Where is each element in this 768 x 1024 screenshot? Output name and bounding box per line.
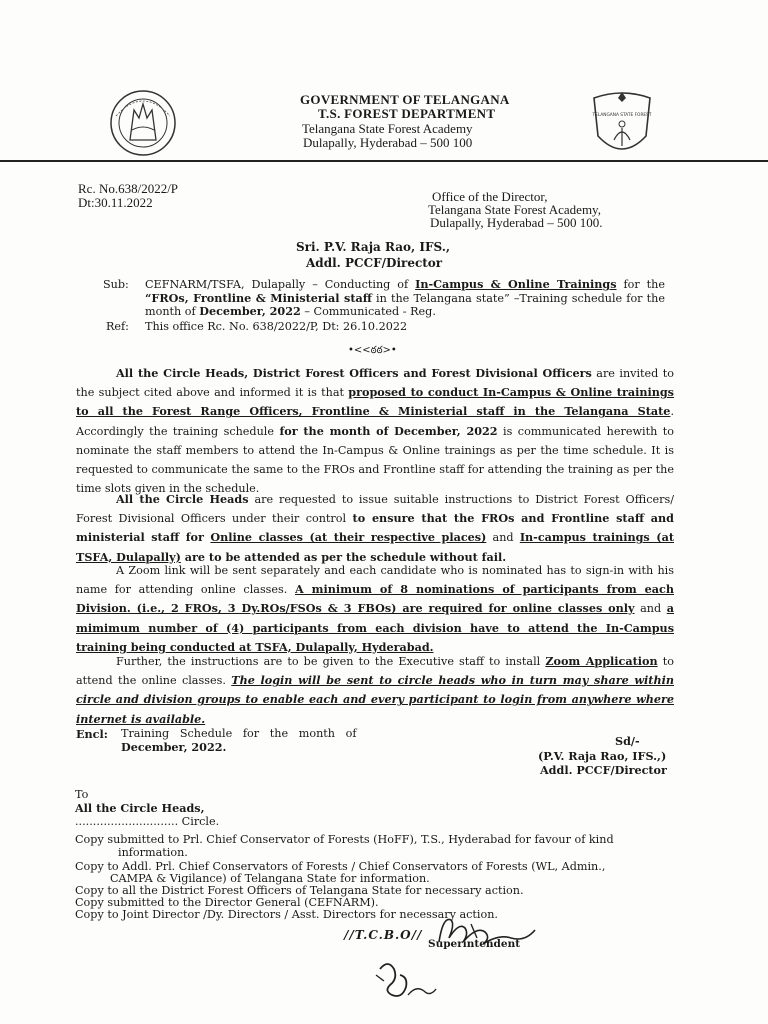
paragraph-1: All the Circle Heads, District Forest Officers and Forest Divisional Officers are invited to the subject cited above and informed it is that proposed to conduct In-Campus & Online trainings to all the Forest Range Officers, Frontline & Ministerial staff in the Telangana State. Accordingly the training schedule for the month of December, 2022 is communicated herewith to nominate the staff members to attend the In-Campus & Online trainings as per the time schedule. It is requested to communicate the same to the FROs and Frontline staff for attending the training as per the time slots given in the schedule.	[76, 366, 675, 496]
header-department: T.S. FOREST DEPARTMENT	[318, 106, 496, 121]
paragraph-2: All the Circle Heads are requested to issue suitable instructions to District Forest Officers/ Forest Divisional Officers under their control to ensure that the FROs and Frontline staff and ministerial staff for Online classes (at their respective places) and In-campus trainings (at TSFA, Dulapally) are to be attended as per the schedule without fail.	[76, 492, 674, 564]
initials-signature-image	[372, 955, 452, 1005]
office-line3: Dulapally, Hyderabad – 500 100.	[430, 215, 603, 230]
copy-line-2: information.	[118, 846, 188, 859]
paragraph-3: A Zoom link will be sent separately and each candidate who is nominated has to sign-in with his name for attending online classes. A minimum of 8 nominations of participants from each Division. (i.e., 2 FROs, 3 Dy.ROs/FSOs & 3 FBOs) are required for online classes only and a mimimum number of (4) participants from each division have to attend the In-Campus training being conducted at TSFA, Dulapally, Hyderabad.	[76, 564, 674, 654]
separator-ornament: •<<ఠఠ>•	[348, 345, 397, 356]
copy-line-5: Copy to all the District Forest Officers of Telangana State for necessary action.	[75, 884, 524, 897]
header-address: Dulapally, Hyderabad – 500 100	[303, 135, 473, 150]
to-recipient: All the Circle Heads,	[75, 801, 205, 815]
rc-number: Rc. No.638/2022/P	[78, 181, 179, 196]
rc-date: Dt:30.11.2022	[78, 195, 153, 210]
copy-line-6: Copy submitted to the Director General (CEFNARM).	[75, 896, 379, 909]
forest-academy-crest-logo	[588, 88, 656, 164]
header-government: GOVERNMENT OF TELANGANA	[300, 92, 510, 107]
officer-name: Sri. P.V. Raja Rao, IFS.,	[296, 240, 451, 254]
reference-label: Ref:	[106, 320, 129, 333]
encl-label: Encl:	[76, 727, 108, 741]
copy-line-4: CAMPA & Vigilance) of Telangana State for information.	[110, 872, 430, 885]
superintendent-label: Superintendent	[428, 938, 521, 950]
to-circle: ............................. Circle.	[75, 815, 220, 828]
office-line2: Telangana State Forest Academy,	[428, 202, 601, 217]
header-academy: Telangana State Forest Academy	[302, 121, 473, 136]
header-divider	[0, 160, 768, 162]
crest-label: TELANGANA STATE FOREST	[592, 113, 652, 118]
subject-label: Sub:	[103, 278, 129, 291]
office-line1: Office of the Director,	[432, 189, 548, 204]
signature-designation: Addl. PCCF/Director	[540, 763, 667, 777]
tcbo-mark: //T.C.B.O//	[344, 928, 423, 942]
paragraph-4: Further, the instructions are to be given to the Executive staff to install Zoom Application to attend the online classes. The login will be sent to circle heads who in turn may share within circle and division groups to enable each and every participant to login from anywhere where internet is available.	[76, 654, 674, 726]
encl-text-1: Training Schedule for the month of	[121, 727, 357, 740]
officer-designation: Addl. PCCF/Director	[306, 256, 443, 270]
encl-text-2: December, 2022.	[121, 740, 227, 754]
copy-line-7: Copy to Joint Director /Dy. Directors / Asst. Directors for necessary action.	[75, 908, 498, 921]
telangana-emblem-logo	[108, 88, 178, 158]
subject-text: CEFNARM/TSFA, Dulapally – Conducting of In-Campus & Online Trainings for the “FROs, Frontline & Ministerial staff in the Telangana state” –Training schedule for the month of December, 2022 – Communicated - Reg.	[145, 277, 665, 318]
reference-text: This office Rc. No. 638/2022/P, Dt: 26.10.2022	[145, 320, 408, 333]
copy-line-3: Copy to Addl. Prl. Chief Conservators of Forests / Chief Conservators of Forests (WL, Admin.,	[75, 860, 606, 873]
signature-name: (P.V. Raja Rao, IFS.,)	[538, 749, 667, 763]
copy-line-1: Copy submitted to Prl. Chief Conservator of Forests (HoFF), T.S., Hyderabad for favour of kind	[75, 833, 614, 846]
signature-sd: Sd/-	[615, 734, 640, 748]
to-label: To	[75, 788, 89, 801]
